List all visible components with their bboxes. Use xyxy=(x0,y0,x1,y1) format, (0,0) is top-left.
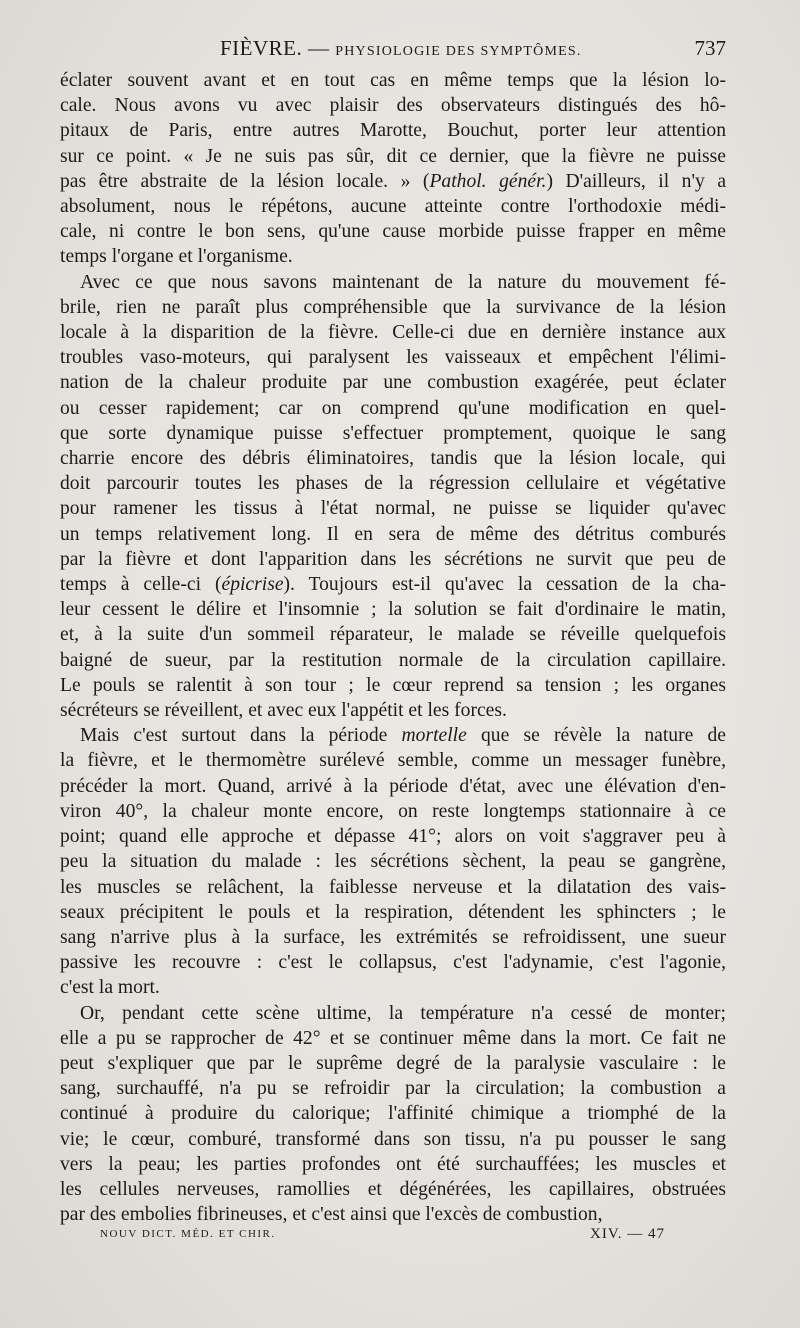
running-head xyxy=(220,36,582,61)
text-run: sécréteurs se réveillent, et avec eux l'appétit et les forces. xyxy=(60,700,507,722)
page-number: 737 xyxy=(694,36,726,60)
text-line xyxy=(60,622,726,647)
text-run: ) D'ailleurs, il n'y a xyxy=(546,170,727,192)
text-run: les cellules nerveuses, ramollies et dégénérées, les capillaires, obstruées xyxy=(60,1178,726,1200)
text-line xyxy=(60,144,726,169)
text-run: que sorte dynamique puisse s'effectuer promptement, quoique le sang xyxy=(60,422,726,444)
text-run: pour ramener les tissus à l'état normal, ne puisse se liquider qu'avec xyxy=(60,498,726,520)
text-line xyxy=(60,723,726,748)
italic-text-run: mortelle xyxy=(401,725,467,747)
text-line xyxy=(60,421,726,446)
text-run: éclater souvent avant et en tout cas en même temps que la lésion lo- xyxy=(60,70,726,91)
text-run: passive les recouvre : c'est le collapsus, c'est l'adynamie, c'est l'agonie, xyxy=(60,952,726,974)
text-run: un temps relativement long. Il en sera de même des détritus comburés xyxy=(60,523,726,545)
text-line xyxy=(60,446,726,471)
text-line xyxy=(60,219,726,244)
text-run: sang, surchauffé, n'a pu se refroidir par la circulation; la combustion a xyxy=(60,1078,726,1100)
text-line xyxy=(60,824,726,849)
text-line xyxy=(60,169,726,194)
text-line xyxy=(60,1152,726,1177)
text-line xyxy=(60,1076,726,1101)
text-line xyxy=(60,370,726,395)
text-line xyxy=(60,396,726,421)
text-line xyxy=(60,68,726,93)
text-run: que se révèle la nature de xyxy=(466,725,726,747)
text-line xyxy=(60,1001,726,1026)
text-run: pas être abstraite de la lésion locale. » ( xyxy=(60,170,430,192)
text-line xyxy=(60,975,726,1000)
text-line xyxy=(60,244,726,269)
text-run: troubles vaso-moteurs, qui paralysent les vaisseaux et empêchent l'élimi- xyxy=(60,347,726,369)
text-line xyxy=(60,1051,726,1076)
text-line xyxy=(60,774,726,799)
text-line xyxy=(60,925,726,950)
text-line xyxy=(60,875,726,900)
text-line xyxy=(60,1177,726,1202)
text-run: pitaux de Paris, entre autres Marotte, Bouchut, porter leur attention xyxy=(60,120,726,142)
text-run: continué à produire du calorique; l'affinité chimique a triomphé de la xyxy=(60,1103,726,1125)
text-run: sur ce point. « Je ne suis pas sûr, dit ce dernier, que la fièvre ne puisse xyxy=(60,145,726,167)
text-line xyxy=(60,799,726,824)
header-dash: — xyxy=(308,36,330,60)
text-run: nation de la chaleur produite par une combustion exagérée, peut éclater xyxy=(60,372,726,394)
text-line xyxy=(60,93,726,118)
text-line xyxy=(60,597,726,622)
text-run: vers la peau; les parties profondes ont été surchauffées; les muscles et xyxy=(60,1153,726,1175)
text-line xyxy=(60,673,726,698)
text-run: précéder la mort. Quand, arrivé à la période d'état, avec une élévation d'en- xyxy=(60,775,726,797)
text-run: point; quand elle approche et dépasse 41°; alors on voit s'aggraver peu à xyxy=(60,826,726,848)
text-run: temps l'organe et l'organisme. xyxy=(60,246,293,268)
section-title: PHYSIOLOGIE DES SYMPTÔMES. xyxy=(335,44,582,59)
paragraph xyxy=(60,1001,726,1228)
italic-text-run: épicrise xyxy=(221,574,284,596)
text-run: peut s'expliquer que par le suprême degré de la paralysie vasculaire : le xyxy=(60,1052,726,1074)
text-run: Avec ce que nous savons maintenant de la nature du mouvement fé- xyxy=(80,271,726,293)
text-run: par des embolies fibrineuses, et c'est ainsi que l'excès de combustion, xyxy=(60,1204,603,1226)
text-line xyxy=(60,698,726,723)
text-run: absolument, nous le répétons, aucune atteinte contre l'orthodoxie médi- xyxy=(60,196,726,218)
text-run: les muscles se relâchent, la faiblesse nerveuse et la dilatation des vais- xyxy=(60,876,726,898)
text-run: temps à celle-ci ( xyxy=(60,574,222,596)
paragraph xyxy=(60,723,726,1000)
text-run: viron 40°, la chaleur monte encore, on reste longtemps stationnaire à ce xyxy=(60,800,726,822)
text-line xyxy=(60,1127,726,1152)
text-line xyxy=(60,900,726,925)
text-run: elle a pu se rapprocher de 42° et se continuer même dans la mort. Ce fait ne xyxy=(60,1027,726,1049)
text-run: brile, rien ne paraît plus compréhensible que la survivance de la lésion xyxy=(60,296,726,318)
italic-text-run: Pathol. génér. xyxy=(429,170,547,192)
volume-sheet-mark: XIV. — 47 xyxy=(590,1226,665,1242)
text-line xyxy=(60,295,726,320)
running-title: FIÈVRE. xyxy=(220,36,303,60)
text-run: et, à la suite d'un sommeil réparateur, le malade se réveille quelquefois xyxy=(60,624,726,646)
text-line xyxy=(60,547,726,572)
text-run: cale, ni contre le bon sens, qu'une cause morbide puisse frapper en même xyxy=(60,221,726,243)
paragraph xyxy=(60,68,726,270)
text-line xyxy=(60,648,726,673)
text-run: Mais c'est surtout dans la période xyxy=(80,725,402,747)
text-run: ou cesser rapidement; car on comprend qu'une modification en quel- xyxy=(60,397,726,419)
text-run: ). Toujours est-il qu'avec la cessation de la cha- xyxy=(283,574,726,596)
text-run: leur cessent le délire et l'insomnie ; la solution se fait d'ordinaire le matin, xyxy=(60,599,726,621)
text-line xyxy=(60,471,726,496)
text-line xyxy=(60,748,726,773)
text-run: baigné de sueur, par la restitution normale de la circulation capillaire. xyxy=(60,649,726,671)
paragraph xyxy=(60,270,726,724)
text-line xyxy=(60,849,726,874)
text-run: sang n'arrive plus à la surface, les extrémités se refroidissent, une sueur xyxy=(60,926,726,948)
text-run: par la fièvre et dont l'apparition dans les sécrétions ne survit que peu de xyxy=(60,548,726,570)
text-line xyxy=(60,1026,726,1051)
text-line xyxy=(60,572,726,597)
page-header xyxy=(60,36,726,62)
text-line xyxy=(60,1101,726,1126)
text-line xyxy=(60,522,726,547)
text-line xyxy=(60,1202,726,1227)
text-run: peu la situation du malade : les sécrétions sèchent, la peau se gangrène, xyxy=(60,851,726,873)
text-line xyxy=(60,950,726,975)
text-run: charrie encore des débris éliminatoires, tandis que la lésion locale, qui xyxy=(60,448,726,470)
page-footer xyxy=(100,1226,680,1246)
text-run: Or, pendant cette scène ultime, la température n'a cessé de monter; xyxy=(80,1002,726,1024)
text-run: locale à la disparition de la fièvre. Celle-ci due en dernière instance aux xyxy=(60,322,726,344)
text-run: cale. Nous avons vu avec plaisir des observateurs distingués des hô- xyxy=(60,95,726,117)
text-line xyxy=(60,118,726,143)
text-run: c'est la mort. xyxy=(60,977,160,999)
text-line xyxy=(60,496,726,521)
text-line xyxy=(60,194,726,219)
text-run: seaux précipitent le pouls et la respiration, détendent les sphincters ; le xyxy=(60,901,726,923)
text-line xyxy=(60,320,726,345)
signature-mark: NOUV DICT. MÉD. ET CHIR. xyxy=(100,1228,276,1240)
text-run: vie; le cœur, comburé, transformé dans son tissu, n'a pu pousser le sang xyxy=(60,1128,726,1150)
text-run: la fièvre, et le thermomètre surélevé semble, comme un messager funèbre, xyxy=(60,750,726,772)
body-text xyxy=(60,68,726,1227)
text-line xyxy=(60,270,726,295)
text-line xyxy=(60,345,726,370)
text-run: doit parcourir toutes les phases de la régression cellulaire et végétative xyxy=(60,473,726,495)
text-run: Le pouls se ralentit à son tour ; le cœur reprend sa tension ; les organes xyxy=(60,674,726,696)
